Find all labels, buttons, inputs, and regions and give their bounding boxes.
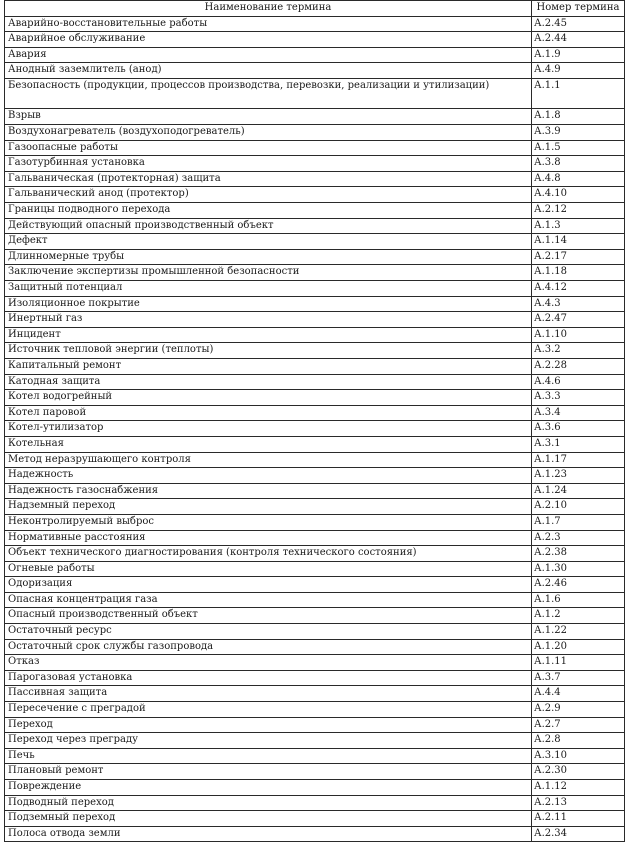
term-number-cell: А.2.46	[532, 577, 625, 593]
term-name-cell: Полоса отвода земли	[5, 826, 532, 842]
table-row	[5, 140, 625, 156]
table-row	[5, 514, 625, 530]
table-row	[5, 748, 625, 764]
table-row	[5, 546, 625, 562]
term-name-cell: Газоопасные работы	[5, 140, 532, 156]
table-row	[5, 312, 625, 328]
term-number-cell: А.4.12	[532, 281, 625, 297]
term-name-cell: Инертный газ	[5, 312, 532, 328]
table-row	[5, 795, 625, 811]
table-row	[5, 296, 625, 312]
term-name-cell: Капитальный ремонт	[5, 358, 532, 374]
table-row	[5, 764, 625, 780]
term-number-cell: А.2.8	[532, 733, 625, 749]
term-name-cell: Нормативные расстояния	[5, 530, 532, 546]
table-row	[5, 203, 625, 219]
term-name-cell: Изоляционное покрытие	[5, 296, 532, 312]
term-number-cell: А.1.6	[532, 592, 625, 608]
term-number-cell: А.2.10	[532, 499, 625, 515]
table-header-row	[5, 1, 625, 17]
term-name-cell: Котел водогрейный	[5, 390, 532, 406]
table-row	[5, 16, 625, 32]
term-number-cell: А.1.14	[532, 234, 625, 250]
term-number-cell: А.4.3	[532, 296, 625, 312]
term-number-cell: А.2.38	[532, 546, 625, 562]
table-row	[5, 218, 625, 234]
term-name-cell: Аварийное обслуживание	[5, 32, 532, 48]
table-row	[5, 327, 625, 343]
table-row	[5, 343, 625, 359]
term-number-cell: А.3.4	[532, 405, 625, 421]
term-number-cell: А.1.11	[532, 655, 625, 671]
term-name-cell: Заключение экспертизы промышленной безопасности	[5, 265, 532, 281]
term-number-cell: А.3.1	[532, 436, 625, 452]
term-name-cell: Огневые работы	[5, 561, 532, 577]
table-row	[5, 624, 625, 640]
term-number-cell: А.2.9	[532, 702, 625, 718]
term-number-cell: А.2.45	[532, 16, 625, 32]
table-row	[5, 733, 625, 749]
term-number-cell: А.3.7	[532, 670, 625, 686]
term-name-cell: Отказ	[5, 655, 532, 671]
term-name-cell: Взрыв	[5, 109, 532, 125]
term-number-cell: А.2.17	[532, 249, 625, 265]
column-header-term-name: Наименование термина	[5, 1, 532, 17]
term-number-cell: А.1.1	[532, 78, 625, 109]
table-row	[5, 670, 625, 686]
table-row	[5, 483, 625, 499]
term-name-cell: Одоризация	[5, 577, 532, 593]
term-number-cell: А.4.8	[532, 171, 625, 187]
table-row	[5, 499, 625, 515]
term-name-cell: Источник тепловой энергии (теплоты)	[5, 343, 532, 359]
term-name-cell: Опасная концентрация газа	[5, 592, 532, 608]
table-row	[5, 811, 625, 827]
table-row	[5, 452, 625, 468]
term-number-cell: А.2.3	[532, 530, 625, 546]
term-name-cell: Гальваническая (протекторная) защита	[5, 171, 532, 187]
term-number-cell: А.2.47	[532, 312, 625, 328]
term-number-cell: А.2.28	[532, 358, 625, 374]
table-row	[5, 358, 625, 374]
term-name-cell: Пассивная защита	[5, 686, 532, 702]
term-number-cell: А.4.4	[532, 686, 625, 702]
table-row	[5, 234, 625, 250]
table-row	[5, 249, 625, 265]
term-name-cell: Воздухонагреватель (воздухоподогреватель)	[5, 125, 532, 141]
term-number-cell: А.1.2	[532, 608, 625, 624]
term-name-cell: Безопасность (продукции, процессов производства, перевозки, реализации и утилизации)	[5, 78, 532, 109]
term-number-cell: А.1.18	[532, 265, 625, 281]
table-row	[5, 421, 625, 437]
column-header-term-number: Номер термина	[532, 1, 625, 17]
term-name-cell: Переход	[5, 717, 532, 733]
term-name-cell: Парогазовая установка	[5, 670, 532, 686]
term-number-cell: А.2.44	[532, 32, 625, 48]
term-number-cell: А.1.8	[532, 109, 625, 125]
term-name-cell: Остаточный срок службы газопровода	[5, 639, 532, 655]
term-number-cell: А.1.3	[532, 218, 625, 234]
term-number-cell: А.3.10	[532, 748, 625, 764]
terms-table	[4, 0, 625, 842]
term-name-cell: Действующий опасный производственный объект	[5, 218, 532, 234]
term-number-cell: А.3.8	[532, 156, 625, 172]
table-row	[5, 390, 625, 406]
term-name-cell: Надежность газоснабжения	[5, 483, 532, 499]
table-row	[5, 47, 625, 63]
table-row	[5, 639, 625, 655]
term-name-cell: Надежность	[5, 468, 532, 484]
term-number-cell: А.4.6	[532, 374, 625, 390]
table-row	[5, 468, 625, 484]
table-row	[5, 281, 625, 297]
term-number-cell: А.2.13	[532, 795, 625, 811]
term-name-cell: Границы подводного перехода	[5, 203, 532, 219]
table-row	[5, 826, 625, 842]
term-number-cell: А.1.12	[532, 780, 625, 796]
term-name-cell: Авария	[5, 47, 532, 63]
table-row	[5, 405, 625, 421]
term-name-cell: Подземный переход	[5, 811, 532, 827]
term-number-cell: А.1.5	[532, 140, 625, 156]
term-name-cell: Котельная	[5, 436, 532, 452]
table-row	[5, 436, 625, 452]
table-row	[5, 577, 625, 593]
table-row	[5, 686, 625, 702]
table-row	[5, 109, 625, 125]
term-number-cell: А.2.34	[532, 826, 625, 842]
term-number-cell: А.1.30	[532, 561, 625, 577]
term-number-cell: А.1.7	[532, 514, 625, 530]
table-row	[5, 374, 625, 390]
term-number-cell: А.1.20	[532, 639, 625, 655]
table-row	[5, 125, 625, 141]
table-row	[5, 780, 625, 796]
term-name-cell: Гальванический анод (протектор)	[5, 187, 532, 203]
table-row	[5, 63, 625, 79]
term-number-cell: А.3.6	[532, 421, 625, 437]
term-name-cell: Котел паровой	[5, 405, 532, 421]
term-number-cell: А.1.17	[532, 452, 625, 468]
term-name-cell: Плановый ремонт	[5, 764, 532, 780]
term-number-cell: А.2.12	[532, 203, 625, 219]
term-number-cell: А.1.10	[532, 327, 625, 343]
table-row	[5, 592, 625, 608]
term-number-cell: А.1.24	[532, 483, 625, 499]
term-name-cell: Длинномерные трубы	[5, 249, 532, 265]
table-row	[5, 171, 625, 187]
table-row	[5, 561, 625, 577]
term-name-cell: Защитный потенциал	[5, 281, 532, 297]
term-name-cell: Дефект	[5, 234, 532, 250]
table-row	[5, 187, 625, 203]
term-number-cell: А.4.10	[532, 187, 625, 203]
table-row	[5, 702, 625, 718]
term-number-cell: А.2.7	[532, 717, 625, 733]
table-body	[5, 16, 625, 842]
term-name-cell: Метод неразрушающего контроля	[5, 452, 532, 468]
term-name-cell: Неконтролируемый выброс	[5, 514, 532, 530]
term-number-cell: А.1.23	[532, 468, 625, 484]
term-name-cell: Котел-утилизатор	[5, 421, 532, 437]
term-name-cell: Анодный заземлитель (анод)	[5, 63, 532, 79]
table-row	[5, 608, 625, 624]
term-name-cell: Надземный переход	[5, 499, 532, 515]
term-name-cell: Газотурбинная установка	[5, 156, 532, 172]
table-row	[5, 717, 625, 733]
term-name-cell: Подводный переход	[5, 795, 532, 811]
table-row	[5, 530, 625, 546]
term-name-cell: Катодная защита	[5, 374, 532, 390]
term-name-cell: Печь	[5, 748, 532, 764]
term-name-cell: Переход через преграду	[5, 733, 532, 749]
term-number-cell: А.4.9	[532, 63, 625, 79]
term-name-cell: Инцидент	[5, 327, 532, 343]
term-name-cell: Повреждение	[5, 780, 532, 796]
term-name-cell: Аварийно-восстановительные работы	[5, 16, 532, 32]
term-name-cell: Объект технического диагностирования (контроля технического состояния)	[5, 546, 532, 562]
table-row	[5, 32, 625, 48]
table-row	[5, 655, 625, 671]
term-number-cell: А.2.11	[532, 811, 625, 827]
table-row	[5, 78, 625, 109]
term-name-cell: Пересечение с преградой	[5, 702, 532, 718]
table-row	[5, 156, 625, 172]
term-number-cell: А.3.2	[532, 343, 625, 359]
term-number-cell: А.3.3	[532, 390, 625, 406]
term-name-cell: Опасный производственный объект	[5, 608, 532, 624]
term-number-cell: А.1.22	[532, 624, 625, 640]
term-number-cell: А.2.30	[532, 764, 625, 780]
table-row	[5, 265, 625, 281]
term-name-cell: Остаточный ресурс	[5, 624, 532, 640]
term-number-cell: А.1.9	[532, 47, 625, 63]
term-number-cell: А.3.9	[532, 125, 625, 141]
